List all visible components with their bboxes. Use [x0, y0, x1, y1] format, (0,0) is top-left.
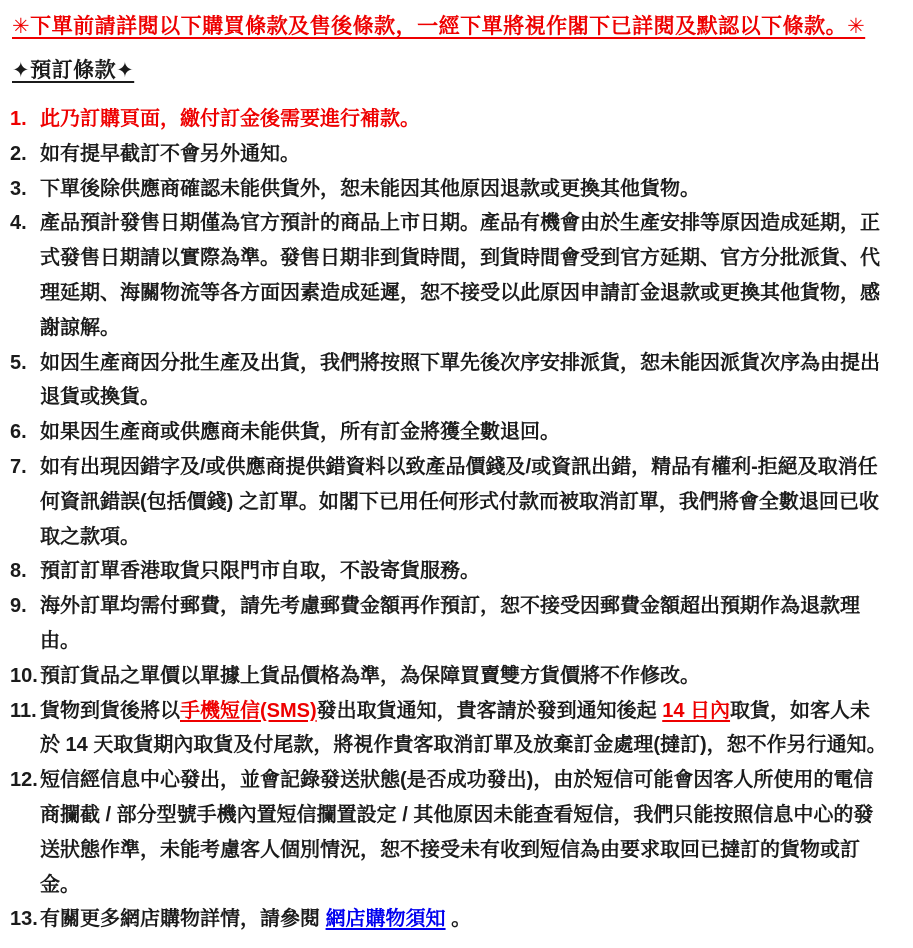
term-text-segment: 海外訂單均需付郵費，請先考慮郵費金額再作預訂，恕不接受因郵費金額超出預期作為退款理由。 — [40, 595, 860, 652]
term-number: 10. — [10, 664, 38, 687]
term-number: 11. — [10, 699, 37, 722]
term-text — [40, 589, 890, 659]
sms-emphasis: 手機短信(SMS) — [180, 699, 317, 722]
term-text — [40, 172, 890, 207]
term-text-segment: 此乃訂購頁面，繳付訂金後需要進行補款。 — [40, 108, 420, 130]
section-title-preorder-terms: ✦預訂條款✦ — [12, 59, 135, 82]
term-item-4 — [10, 206, 890, 345]
term-number: 12. — [10, 769, 38, 792]
terms-list — [10, 102, 890, 937]
term-text-segment: 如果因生產商或供應商未能供貨，所有訂金將獲全數退回。 — [40, 421, 560, 444]
term-number: 4. — [10, 212, 27, 235]
term-text — [40, 346, 890, 416]
term-text-segment: 預訂訂單香港取貨只限門市自取，不設寄貨服務。 — [40, 560, 480, 583]
term-number: 6. — [10, 421, 27, 444]
term-item-6 — [10, 415, 890, 450]
term-item-1 — [10, 102, 890, 137]
term-item-5 — [10, 346, 890, 416]
term-item-13 — [10, 902, 890, 937]
term-number: 8. — [10, 560, 27, 583]
store-shopping-notice-link[interactable]: 網店購物須知 — [325, 908, 446, 931]
term-text — [40, 659, 890, 694]
term-text — [40, 102, 890, 137]
purchase-notice-header: ✳下單前請詳閱以下購買條款及售後條款，一經下單將視作閣下已詳閱及默認以下條款。✳ — [12, 15, 866, 38]
term-number: 5. — [10, 351, 27, 374]
term-text-segment: 如有提早截訂不會另外通知。 — [40, 142, 300, 165]
term-item-10 — [10, 659, 890, 694]
term-item-3 — [10, 172, 890, 207]
term-number: 2. — [10, 142, 27, 165]
term-text — [40, 902, 890, 937]
term-text — [40, 450, 890, 554]
term-item-11 — [10, 694, 890, 764]
term-item-9 — [10, 589, 890, 659]
term-number: 9. — [10, 595, 27, 618]
term-text-segment: 發出取貨通知，貴客請於發到通知後起 — [316, 699, 663, 722]
term-text-segment: 如因生產商因分批生產及出貨，我們將按照下單先後次序安排派貨，恕未能因派貨次序為由提出退貨或換貨。 — [40, 351, 880, 409]
term-text — [40, 763, 890, 902]
term-text — [40, 206, 890, 345]
pickup-deadline-emphasis: 14 日內 — [662, 699, 731, 722]
term-number: 7. — [10, 455, 27, 478]
term-text-segment: 短信經信息中心發出，並會記錄發送狀態(是否成功發出)，由於短信可能會因客人所使用的電信商攔截 / 部分型號手機內置短信攔置設定 / 其他原因未能查看短信，我們只能按照信息中心的發送狀態作準，未能考慮客人個別情況，恕不接受未有收到短信為由要求取回已撻訂的貨物或訂金。 — [40, 769, 874, 896]
term-text-segment: 如有出現因錯字及/或供應商提供錯資料以致產品價錢及/或資訊出錯，精品有權利-拒絕及取消任何資訊錯誤(包括價錢) 之訂單。如閣下已用任何形式付款而被取消訂單，我們將會全數退回已收取之款項。 — [40, 455, 879, 548]
term-text-segment: 下單後除供應商確認未能供貨外，恕未能因其他原因退款或更換其他貨物。 — [40, 177, 700, 200]
term-text — [40, 415, 890, 450]
term-item-12 — [10, 763, 890, 902]
term-number: 1. — [10, 108, 27, 130]
term-text — [40, 694, 890, 764]
term-number: 13. — [10, 908, 38, 931]
term-text-segment: 取貨，如客人未於 14 天取貨期內取貨及付尾款，將視作貴客取消訂單及放棄訂金處理(撻訂)，恕不作另行通知。 — [40, 699, 887, 757]
term-text-segment: 產品預計發售日期僅為官方預計的商品上市日期。產品有機會由於生產安排等原因造成延期，正式發售日期請以實際為準。發售日期非到貨時間，到貨時間會受到官方延期、官方分批派貨、代理延期、海關物流等各方面因素造成延遲，恕不接受以此原因申請訂金退款或更換其他貨物，感謝諒解。 — [40, 212, 880, 339]
term-item-7 — [10, 450, 890, 554]
term-item-8 — [10, 554, 890, 589]
term-text-segment: 貨物到貨後將以 — [40, 699, 180, 722]
term-item-2 — [10, 137, 890, 172]
term-text-segment: 。 — [445, 908, 472, 931]
term-text-segment: 預訂貨品之單價以單據上貨品價格為準，為保障買賣雙方貨價將不作修改。 — [40, 664, 700, 687]
term-number: 3. — [10, 177, 27, 200]
term-text — [40, 554, 890, 589]
term-text — [40, 137, 890, 172]
term-text-segment: 有關更多網店購物詳情，請參閱 — [40, 908, 326, 931]
